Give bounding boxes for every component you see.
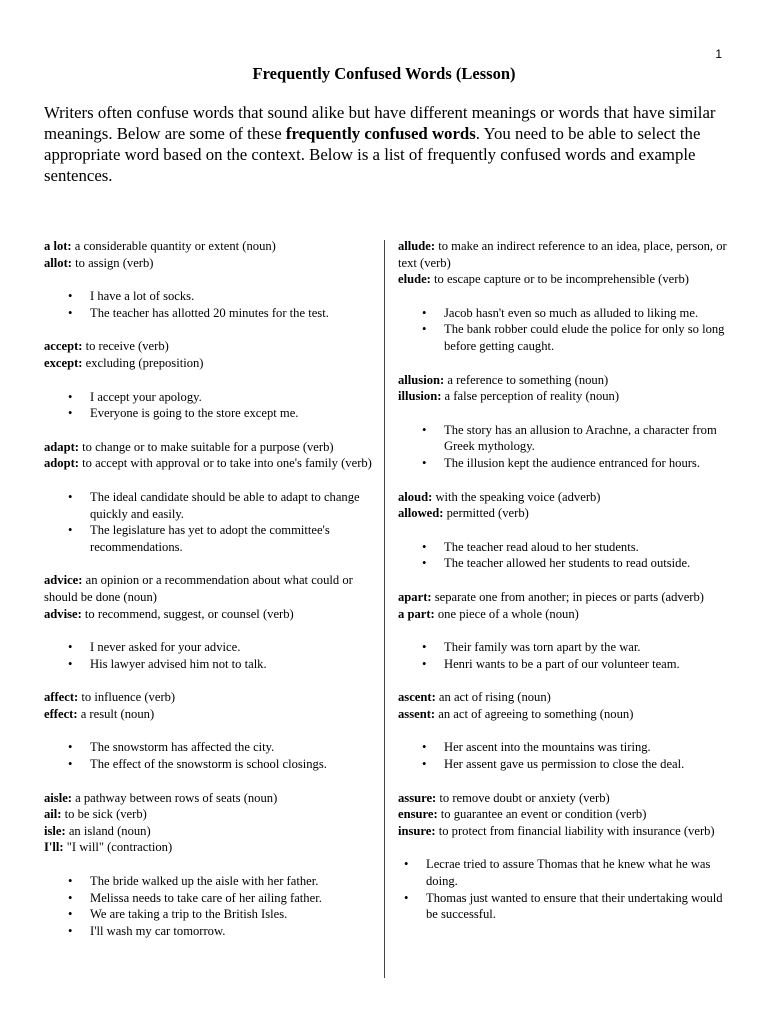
definition: an opinion or a recommendation about what could or should be done (noun)	[44, 573, 353, 604]
term: elude:	[398, 272, 431, 287]
definition: separate one from another; in pieces or parts (adverb)	[431, 589, 704, 604]
term: allude:	[398, 239, 436, 253]
example-list	[398, 856, 728, 922]
term: assent:	[398, 706, 436, 721]
example-sentence: • We are taking a trip to the British Isles.	[90, 906, 374, 923]
example-list	[44, 288, 374, 321]
definition: a false perception of reality (noun)	[441, 389, 620, 404]
example-list	[44, 639, 374, 672]
example-sentence: • His lawyer advised him not to talk.	[90, 656, 374, 673]
word-entry	[398, 689, 728, 772]
term: except:	[44, 355, 83, 370]
example-sentence: • The bride walked up the aisle with her father.	[90, 873, 374, 890]
definition: an island (noun)	[65, 823, 151, 838]
definition: to assign (verb)	[71, 255, 154, 270]
right-column	[398, 238, 728, 940]
example-sentence: • Their family was torn apart by the war.	[444, 639, 728, 656]
example-sentence: • Jacob hasn't even so much as alluded to liking me.	[444, 305, 728, 322]
term: affect:	[44, 690, 79, 705]
example-sentence: • Her assent gave us permission to close the deal.	[444, 756, 728, 773]
example-list	[398, 739, 728, 772]
term: isle:	[44, 823, 66, 838]
definition-line	[44, 255, 374, 272]
definition-line	[398, 689, 728, 706]
term: aloud:	[398, 489, 433, 504]
definition: to be sick (verb)	[61, 807, 147, 822]
word-entry	[44, 338, 374, 421]
definition: to remove doubt or anxiety (verb)	[436, 790, 610, 805]
definition: to recommend, suggest, or counsel (verb)	[81, 606, 294, 621]
term: a part:	[398, 606, 435, 621]
example-sentence: • Melissa needs to take care of her ailing father.	[90, 890, 374, 907]
term: effect:	[44, 706, 78, 721]
example-sentence: • Her ascent into the mountains was tiring.	[444, 739, 728, 756]
word-entry	[44, 790, 374, 940]
definition-line	[44, 706, 374, 723]
definition-line	[398, 589, 728, 606]
definition-line	[44, 606, 374, 623]
definition-line	[44, 839, 374, 856]
definition-line	[44, 790, 374, 807]
example-list	[44, 739, 374, 772]
term: aisle:	[44, 790, 72, 805]
definition: to guarantee an event or condition (verb)	[437, 807, 647, 822]
example-list	[44, 873, 374, 939]
term: I'll:	[44, 840, 64, 855]
definition-line	[44, 689, 374, 706]
example-sentence: • The teacher allowed her students to read outside.	[444, 555, 728, 572]
left-column	[44, 238, 374, 956]
word-entry	[44, 572, 374, 672]
example-sentence: • The illusion kept the audience entranced for hours.	[444, 455, 728, 472]
page-title: Frequently Confused Words (Lesson)	[252, 64, 516, 83]
definition: to accept with approval or to take into one's family (verb)	[79, 456, 372, 471]
term: adapt:	[44, 439, 79, 454]
definition-line	[44, 355, 374, 372]
example-list	[44, 489, 374, 555]
definition-line	[398, 238, 728, 271]
example-sentence: • I never asked for your advice.	[90, 639, 374, 656]
intro-text-1: Writers often confuse words that sound alike but have different meanings or words that have similar meanings. Below are some of these	[44, 103, 716, 143]
example-sentence: • I'll wash my car tomorrow.	[90, 923, 374, 940]
definition-line	[398, 806, 728, 823]
term: allowed:	[398, 506, 444, 521]
term: allot:	[44, 255, 72, 270]
definition-line	[398, 706, 728, 723]
definition-line	[398, 489, 728, 506]
definition-line	[44, 238, 374, 255]
term: insure:	[398, 823, 436, 838]
example-sentence: • Lecrae tried to assure Thomas that he knew what he was doing.	[426, 856, 728, 889]
definition-line	[398, 505, 728, 522]
definition: to make an indirect reference to an idea, place, person, or text (verb)	[398, 239, 727, 270]
definition: to change or to make suitable for a purpose (verb)	[79, 439, 334, 454]
example-sentence: • The legislature has yet to adopt the committee's recommendations.	[90, 522, 374, 555]
term: ensure:	[398, 807, 438, 822]
definition: with the speaking voice (adverb)	[432, 489, 601, 504]
definition-line	[398, 823, 728, 840]
example-sentence: • The bank robber could elude the police for only so long before getting caught.	[444, 321, 728, 354]
definition: a pathway between rows of seats (noun)	[71, 790, 278, 805]
definition-line	[44, 338, 374, 355]
example-list	[398, 305, 728, 355]
definition: to escape capture or to be incomprehensible (verb)	[430, 272, 689, 287]
word-entry	[398, 372, 728, 472]
example-sentence: • I accept your apology.	[90, 389, 374, 406]
example-sentence: • I have a lot of socks.	[90, 288, 374, 305]
word-entry	[44, 238, 374, 321]
example-list	[398, 539, 728, 572]
example-list	[398, 422, 728, 472]
definition-line	[44, 455, 374, 472]
word-entry	[398, 238, 728, 355]
intro-bold-term: frequently confused words	[285, 124, 476, 143]
term: adopt:	[44, 456, 79, 471]
definition-line	[398, 372, 728, 389]
example-list	[398, 639, 728, 672]
definition: a reference to something (noun)	[444, 372, 609, 387]
definition-line	[398, 606, 728, 623]
term: assure:	[398, 790, 437, 805]
term: a lot:	[44, 239, 72, 253]
definition: to influence (verb)	[78, 690, 176, 705]
example-sentence: • Henri wants to be a part of our volunteer team.	[444, 656, 728, 673]
term: illusion:	[398, 389, 442, 404]
intro-text-2: . You need to be able to select the appropriate word based on the context. Below is a list of frequently confused words and example sentences.	[44, 124, 701, 185]
definition-line	[44, 439, 374, 456]
example-sentence: • The effect of the snowstorm is school closings.	[90, 756, 374, 773]
intro-paragraph	[44, 102, 734, 186]
term: apart:	[398, 589, 432, 604]
example-sentence: • The ideal candidate should be able to adapt to change quickly and easily.	[90, 489, 374, 522]
definition: to receive (verb)	[82, 339, 169, 354]
example-sentence: • The teacher read aloud to her students.	[444, 539, 728, 556]
example-sentence: • Thomas just wanted to ensure that their undertaking would be successful.	[426, 890, 728, 923]
word-entry	[398, 790, 728, 923]
definition: permitted (verb)	[443, 506, 529, 521]
word-entry	[398, 589, 728, 672]
definition: excluding (preposition)	[82, 355, 204, 370]
definition: an act of rising (noun)	[435, 690, 551, 705]
definition: a result (noun)	[77, 706, 155, 721]
definition-line	[44, 806, 374, 823]
definition-line	[44, 823, 374, 840]
example-sentence: • The snowstorm has affected the city.	[90, 739, 374, 756]
definition: one piece of a whole (noun)	[434, 606, 579, 621]
definition: to protect from financial liability with insurance (verb)	[435, 823, 715, 838]
term: ail:	[44, 807, 62, 822]
example-sentence: • Everyone is going to the store except me.	[90, 405, 374, 422]
page-number: 1	[715, 47, 722, 61]
word-entry	[398, 489, 728, 572]
column-divider	[384, 240, 385, 978]
definition: an act of agreeing to something (noun)	[435, 706, 634, 721]
definition: a considerable quantity or extent (noun)	[71, 239, 276, 253]
term: ascent:	[398, 690, 436, 705]
term: allusion:	[398, 372, 445, 387]
example-sentence: • The story has an allusion to Arachne, a character from Greek mythology.	[444, 422, 728, 455]
example-sentence: • The teacher has allotted 20 minutes for the test.	[90, 305, 374, 322]
definition-line	[398, 388, 728, 405]
term: accept:	[44, 339, 83, 354]
definition: "I will" (contraction)	[63, 840, 173, 855]
term: advise:	[44, 606, 82, 621]
definition-line	[398, 271, 728, 288]
definition-line	[44, 572, 374, 605]
term: advice:	[44, 573, 83, 588]
word-entry	[44, 689, 374, 772]
example-list	[44, 389, 374, 422]
word-entry	[44, 439, 374, 556]
definition-line	[398, 790, 728, 807]
